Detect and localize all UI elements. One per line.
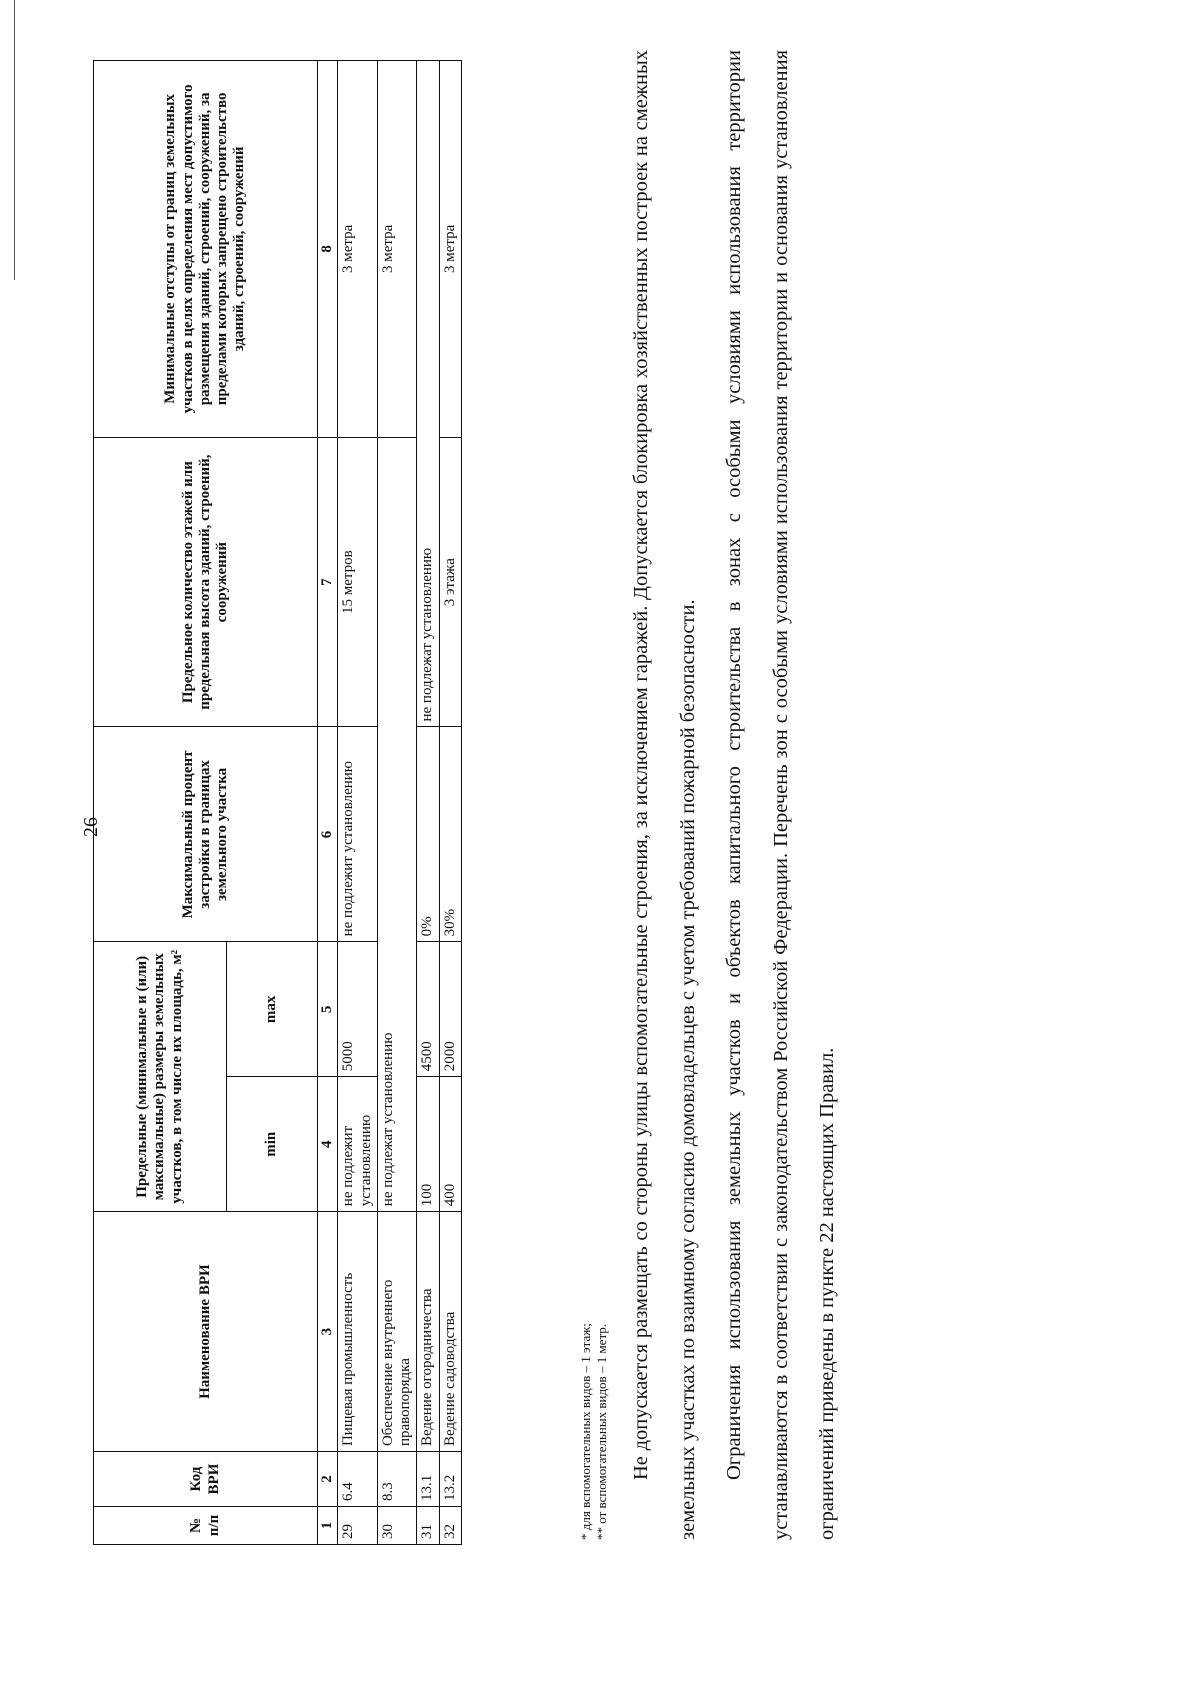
header-min: min xyxy=(227,1077,318,1212)
row-min: не подлежит установлению xyxy=(338,1077,378,1212)
body-text xyxy=(618,50,851,1540)
row-floors: 3 этажа xyxy=(439,437,461,727)
row-num: 30 xyxy=(377,1507,417,1545)
row-percent: 30% xyxy=(439,727,461,942)
table-row xyxy=(417,61,439,1545)
row-num: 32 xyxy=(439,1507,461,1545)
column-number: 4 xyxy=(318,1077,338,1212)
row-merged-value: не подлежат установлению xyxy=(417,61,439,728)
row-merged-value: не подлежат установлению xyxy=(377,437,417,1211)
row-min: 400 xyxy=(439,1077,461,1212)
page-number: 26 xyxy=(80,817,102,837)
row-setback: 3 метра xyxy=(377,61,417,438)
row-percent: 0% xyxy=(417,727,439,942)
column-number-row xyxy=(318,61,338,1545)
row-name: Обеспечение внутреннего правопорядка xyxy=(377,1212,417,1452)
table-row xyxy=(377,61,417,1545)
row-max: 5000 xyxy=(338,942,378,1077)
column-number: 3 xyxy=(318,1212,338,1452)
row-num: 31 xyxy=(417,1507,439,1545)
header-name: Наименование ВРИ xyxy=(94,1212,318,1452)
row-setback: 3 метра xyxy=(338,61,378,438)
table-row xyxy=(439,61,461,1545)
paragraph: Не допускается размещать со стороны улицы вспомогательные строения, за исключением гаражей. Допускается блокировка хозяйственных построек на смежных земельных участках по взаимному согласию домовладельцев с учетом требований пожарной безопасности. xyxy=(630,50,699,1540)
row-name: Ведение огородничества xyxy=(417,1212,439,1452)
row-percent: не подлежит установлению xyxy=(338,727,378,942)
column-number: 1 xyxy=(318,1507,338,1545)
header-num: № п/п xyxy=(94,1507,318,1545)
header-floors: Предельное количество этажей или предельная высота зданий, строений, сооружений xyxy=(94,437,318,727)
table-header-row xyxy=(94,61,227,1545)
row-code: 6.4 xyxy=(338,1452,378,1507)
header-code: Код ВРИ xyxy=(94,1452,318,1507)
footnote: ** от вспомогательных видов – 1 метр. xyxy=(594,1323,610,1540)
column-number: 8 xyxy=(318,61,338,438)
footnote: * для вспомогательных видов – 1 этаж; xyxy=(578,1323,593,1540)
row-code: 13.2 xyxy=(439,1452,461,1507)
table-row xyxy=(338,61,378,1545)
paragraph: Ограничения использования земельных участков и объектов капитального строительства в зонах с особыми условиями использования территории устанавливаются в соответствии с законодательством Российской Федерации. Перечень зон с особыми условиями использования территории и основания установления ограничений приведены в пункте 22 настоящих Правил. xyxy=(723,50,838,1540)
table-footnotes xyxy=(578,1323,611,1540)
column-number: 7 xyxy=(318,437,338,727)
row-setback: 3 метра xyxy=(439,61,461,438)
header-setbacks: Минимальные отступы от границ земельных участков в целях определения мест допустимого размещения зданий, строений, сооружений, за пределами которых запрещено строительство зданий, строений, сооружений xyxy=(94,61,318,438)
row-name: Пищевая промышленность xyxy=(338,1212,378,1452)
column-number: 6 xyxy=(318,727,338,942)
column-number: 5 xyxy=(318,942,338,1077)
row-min: 100 xyxy=(417,1077,439,1212)
header-percent: Максимальный процент застройки в границах земельного участка xyxy=(94,727,318,942)
column-number: 2 xyxy=(318,1452,338,1507)
row-code: 8.3 xyxy=(377,1452,417,1507)
row-floors: 15 метров xyxy=(338,437,378,727)
header-max: max xyxy=(227,942,318,1077)
zoning-parameters-table xyxy=(93,60,462,1545)
row-max: 2000 xyxy=(439,942,461,1077)
row-name: Ведение садоводства xyxy=(439,1212,461,1452)
row-max: 4500 xyxy=(417,942,439,1077)
row-code: 13.1 xyxy=(417,1452,439,1507)
row-num: 29 xyxy=(338,1507,378,1545)
header-sizes: Предельные (минимальные и (или) максимальные) размеры земельных участков, в том числе их площадь, м² xyxy=(94,942,227,1212)
